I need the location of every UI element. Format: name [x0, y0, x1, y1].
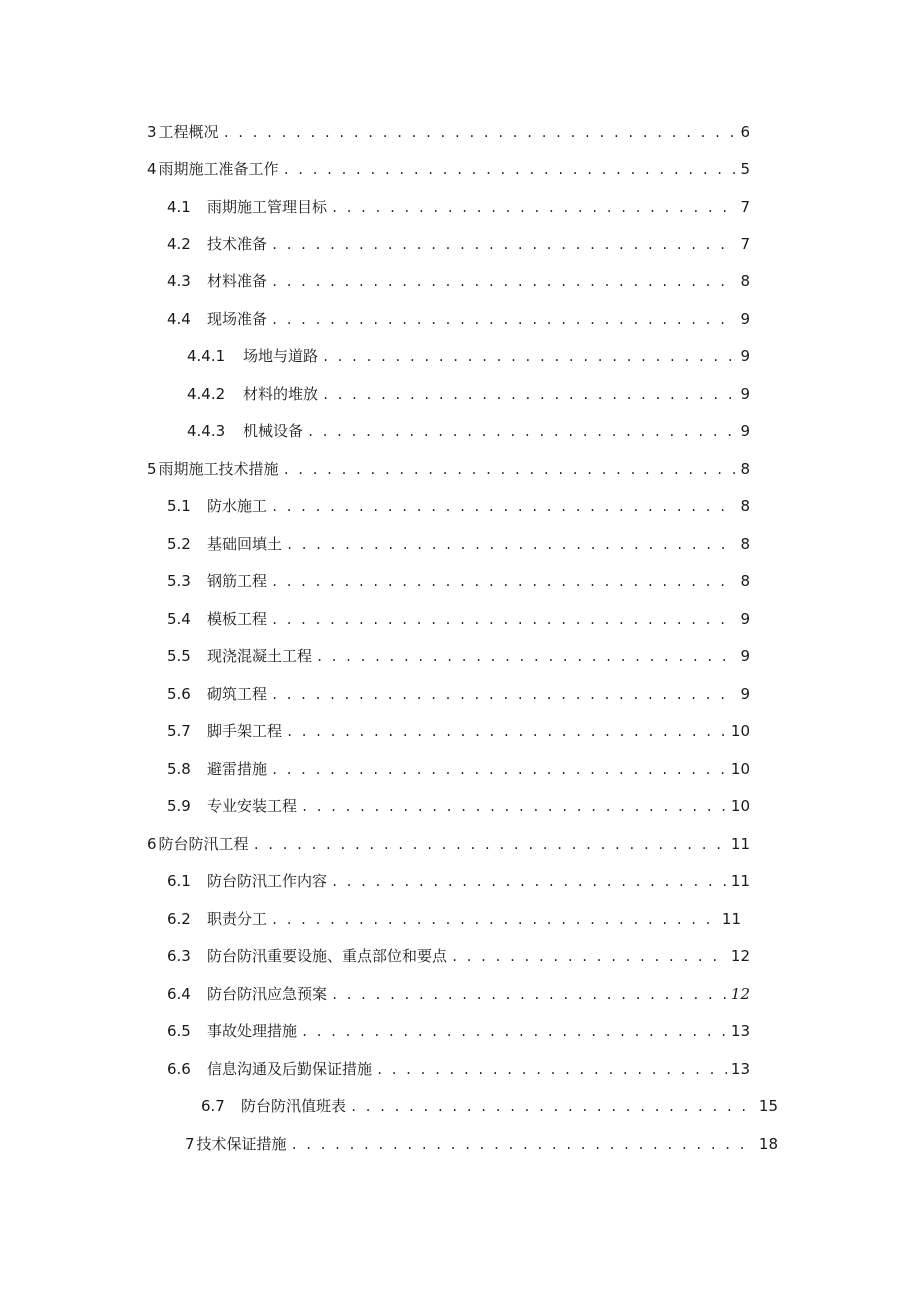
toc-entry[interactable] [167, 681, 750, 707]
toc-entry-title: 职责分工 [207, 910, 268, 928]
toc-entry[interactable] [167, 981, 750, 1007]
toc-entry-number: 6.5 [167, 1022, 191, 1040]
dot-leader [271, 307, 736, 333]
toc-entry-page: 8 [740, 497, 750, 515]
toc-entry-number: 4.4.3 [187, 422, 226, 440]
toc-entry-page: 9 [740, 610, 750, 628]
toc-entry-page: 11 [730, 872, 750, 890]
dot-leader [322, 382, 736, 408]
toc-entry[interactable] [147, 831, 750, 857]
toc-entry-number: 4.3 [167, 272, 191, 290]
dot-leader [271, 569, 736, 595]
toc-entry[interactable] [167, 643, 750, 669]
toc-entry[interactable] [187, 381, 750, 407]
toc-entry[interactable] [167, 493, 750, 519]
dot-leader [350, 1094, 755, 1120]
toc-entry-title: 专业安装工程 [207, 797, 298, 815]
dot-leader [376, 1057, 727, 1083]
toc-entry-number: 5.2 [167, 535, 191, 553]
toc-entry-number: 3 [147, 123, 157, 141]
toc-entry-title: 防台防汛工作内容 [207, 872, 328, 890]
toc-entry[interactable] [167, 943, 750, 969]
toc-entry-number: 4.4.1 [187, 347, 226, 365]
toc-entry-page: 9 [740, 685, 750, 703]
toc-entry-number: 4.4.2 [187, 385, 226, 403]
toc-entry-title: 防水施工 [207, 497, 268, 515]
dot-leader [271, 232, 736, 258]
toc-entry[interactable] [167, 1056, 750, 1082]
dot-leader [271, 682, 736, 708]
toc-entry-page: 7 [740, 235, 750, 253]
toc-entry-page: 10 [730, 797, 750, 815]
toc-entry-title: 技术准备 [207, 235, 268, 253]
toc-entry-page: 8 [740, 572, 750, 590]
toc-entry-number: 4.4 [167, 310, 191, 328]
toc-entry-page: 12 [730, 985, 750, 1003]
toc-entry-page: 9 [740, 385, 750, 403]
toc-entry[interactable] [167, 231, 750, 257]
toc-entry-number: 6.4 [167, 985, 191, 1003]
dot-leader [253, 832, 727, 858]
toc-entry[interactable] [167, 793, 750, 819]
toc-entry-title: 钢筋工程 [207, 572, 268, 590]
toc-entry-page: 13 [730, 1022, 750, 1040]
toc-entry-title: 技术保证措施 [196, 1135, 287, 1153]
toc-entry-page: 15 [758, 1097, 778, 1115]
toc-entry-page: 11 [730, 835, 750, 853]
toc-entry-page: 8 [740, 460, 750, 478]
dot-leader [322, 344, 736, 370]
toc-entry-title: 基础回填土 [207, 535, 283, 553]
toc-entry-number: 5.3 [167, 572, 191, 590]
dot-leader [271, 269, 736, 295]
toc-entry-number: 6.6 [167, 1060, 191, 1078]
toc-entry-title: 机械设备 [243, 422, 304, 440]
toc-entry-page: 9 [740, 647, 750, 665]
toc-entry-number: 5.6 [167, 685, 191, 703]
toc-entry-page: 8 [740, 272, 750, 290]
toc-entry-title: 场地与道路 [243, 347, 319, 365]
dot-leader [283, 157, 737, 183]
dot-leader [331, 869, 727, 895]
toc-entry-page: 13 [730, 1060, 750, 1078]
toc-entry[interactable] [167, 718, 750, 744]
toc-entry-title: 雨期施工技术措施 [158, 460, 279, 478]
toc-entry-title: 现场准备 [207, 310, 268, 328]
dot-leader [451, 944, 727, 970]
toc-entry-number: 5 [147, 460, 157, 478]
dot-leader [301, 794, 727, 820]
toc-entry-number: 5.1 [167, 497, 191, 515]
toc-entry[interactable] [167, 531, 750, 557]
toc-entry-number: 6.2 [167, 910, 191, 928]
toc-entry-page: 8 [740, 535, 750, 553]
toc-entry[interactable] [167, 906, 741, 932]
toc-entry[interactable] [167, 606, 750, 632]
dot-leader [271, 607, 736, 633]
toc-entry-number: 5.4 [167, 610, 191, 628]
toc-entry[interactable] [147, 156, 750, 182]
toc-entry-title: 防台防汛值班表 [241, 1097, 347, 1115]
toc-entry-number: 6 [147, 835, 157, 853]
toc-entry-title: 现浇混凝土工程 [207, 647, 313, 665]
toc-entry-title: 砌筑工程 [207, 685, 268, 703]
dot-leader [291, 1132, 755, 1158]
toc-entry-title: 材料的堆放 [243, 385, 319, 403]
toc-entry-page: 9 [740, 310, 750, 328]
toc-entry-title: 防台防汛重要设施、重点部位和要点 [207, 947, 448, 965]
dot-leader [283, 457, 737, 483]
toc-entry-page: 7 [740, 198, 750, 216]
dot-leader [271, 907, 718, 933]
toc-entry[interactable] [187, 418, 750, 444]
dot-leader [331, 982, 727, 1008]
toc-entry-number: 7 [185, 1135, 195, 1153]
toc-entry[interactable] [187, 343, 750, 369]
toc-entry-title: 避雷措施 [207, 760, 268, 778]
toc-entry-title: 事故处理措施 [207, 1022, 298, 1040]
toc-entry-number: 6.1 [167, 872, 191, 890]
toc-entry-page: 10 [730, 722, 750, 740]
toc-entry-number: 5.7 [167, 722, 191, 740]
toc-entry-number: 4 [147, 160, 157, 178]
toc-entry-page: 9 [740, 422, 750, 440]
toc-entry-page: 9 [740, 347, 750, 365]
dot-leader [286, 719, 727, 745]
toc-entry-number: 6.7 [201, 1097, 225, 1115]
dot-leader [286, 532, 736, 558]
toc-entry[interactable] [167, 568, 750, 594]
toc-entry-title: 工程概况 [158, 123, 219, 141]
toc-entry-title: 材料准备 [207, 272, 268, 290]
toc-entry-page: 11 [721, 910, 741, 928]
toc-entry-title: 模板工程 [207, 610, 268, 628]
toc-entry[interactable] [147, 456, 750, 482]
dot-leader [331, 195, 736, 221]
toc-entry-number: 4.1 [167, 198, 191, 216]
toc-entry-page: 10 [730, 760, 750, 778]
toc-entry-page: 6 [740, 123, 750, 141]
toc-entry-number: 5.8 [167, 760, 191, 778]
toc-entry-page: 5 [740, 160, 750, 178]
toc-entry[interactable] [185, 1131, 778, 1157]
toc-entry-number: 5.5 [167, 647, 191, 665]
toc-entry-page: 12 [730, 947, 750, 965]
dot-leader [271, 757, 727, 783]
toc-entry[interactable] [167, 268, 750, 294]
toc-entry[interactable] [167, 194, 750, 220]
toc-entry-title: 防台防汛工程 [158, 835, 249, 853]
dot-leader [271, 494, 736, 520]
toc-entry-number: 6.3 [167, 947, 191, 965]
toc-entry[interactable] [167, 868, 750, 894]
toc-entry-title: 雨期施工管理目标 [207, 198, 328, 216]
toc-entry-title: 信息沟通及后勤保证措施 [207, 1060, 373, 1078]
toc-entry-title: 脚手架工程 [207, 722, 283, 740]
toc-entry[interactable] [167, 306, 750, 332]
toc-entry[interactable] [167, 1018, 750, 1044]
dot-leader [316, 644, 736, 670]
dot-leader [307, 419, 736, 445]
dot-leader [301, 1019, 727, 1045]
toc-entry-number: 5.9 [167, 797, 191, 815]
toc-entry[interactable] [167, 756, 750, 782]
toc-entry-number: 4.2 [167, 235, 191, 253]
toc-entry-title: 防台防汛应急预案 [207, 985, 328, 1003]
toc-entry[interactable] [147, 119, 750, 145]
toc-entry-title: 雨期施工准备工作 [158, 160, 279, 178]
toc-entry[interactable] [201, 1093, 778, 1119]
toc-entry-page: 18 [758, 1135, 778, 1153]
dot-leader [223, 120, 737, 146]
